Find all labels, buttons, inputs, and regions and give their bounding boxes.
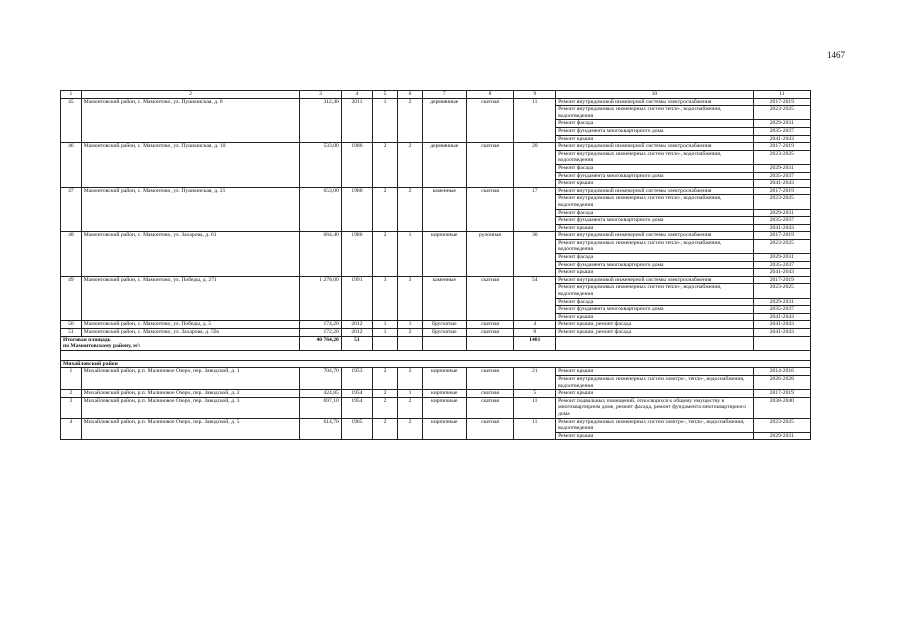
- floors: 2: [373, 418, 398, 440]
- work-period: 2041-2043: [753, 313, 810, 321]
- work-period: 2017-2019: [753, 98, 810, 106]
- page-number: 1467: [827, 50, 845, 60]
- row-number: 47: [61, 187, 82, 232]
- entrances: 2: [397, 143, 422, 188]
- work-type: Ремонт фасада: [556, 298, 754, 306]
- work-type: Ремонт фасада: [556, 254, 754, 262]
- address: Михайловский район, р.п. Малиновое Озеро, пер. Заводской, д. 1: [81, 368, 299, 390]
- total-residents: 1401: [514, 336, 556, 350]
- work-type: Ремонт фасада: [556, 120, 754, 128]
- column-number: 7: [422, 91, 466, 99]
- work-type: Ремонт внутридомовых инженерных систем электро-, тепло-, водоснабжения, водоотведения: [556, 375, 754, 389]
- work-period: 2026-2028: [753, 375, 810, 389]
- work-type: Ремонт внутридомовых инженерных систем электро-, тепло-, водоснабжения, водоотведения: [556, 418, 754, 432]
- total-label: Итоговая площадь по Мамонтовскому району, м²:: [61, 336, 300, 350]
- column-number: 8: [466, 91, 514, 99]
- wall-material: каменные: [422, 187, 466, 232]
- table-row: [61, 232, 811, 240]
- residents: 11: [514, 98, 556, 143]
- floors: 2: [373, 143, 398, 188]
- roof-type: скатная: [466, 418, 514, 440]
- empty-cell: [466, 336, 514, 350]
- work-type: Ремонт крыши, ремонт фасада: [556, 329, 754, 337]
- section-row: [61, 360, 811, 368]
- residents: 17: [514, 187, 556, 232]
- total-area: 40 764,20: [300, 336, 342, 350]
- year-built: 1986: [341, 232, 372, 277]
- total-row: [61, 336, 811, 350]
- work-period: 2029-2031: [753, 209, 810, 217]
- work-period: 2023-2025: [753, 284, 810, 298]
- address: Мамонтовский район, с. Мамонтово, ул. Победы, д. 5: [81, 321, 299, 329]
- table-row: [61, 187, 811, 195]
- address: Мамонтовский район, с. Мамонтово, ул. Пушкинская, д. 21: [81, 187, 299, 232]
- work-type: Ремонт внутридомовых инженерных систем тепло-, водоснабжения, водоотведения: [556, 239, 754, 253]
- floors: 1: [373, 98, 398, 143]
- address: Михайловский район, р.п. Малиновое Озеро, пер. Заводской, д. 3: [81, 397, 299, 418]
- work-period: 2029-2031: [753, 164, 810, 172]
- work-period: 2035-2037: [753, 306, 810, 314]
- area: 424,85: [300, 390, 342, 398]
- year-built: 1954: [341, 390, 372, 398]
- empty-cell: [556, 336, 754, 350]
- residents: 54: [514, 276, 556, 321]
- roof-type: скатная: [466, 368, 514, 390]
- address: Мамонтовский район, с. Мамонтово, ул. Захарова, д. 59а: [81, 329, 299, 337]
- floors: 1: [373, 321, 398, 329]
- column-number: 5: [373, 91, 398, 99]
- area: 653,00: [300, 187, 342, 232]
- work-period: 2029-2031: [753, 254, 810, 262]
- wall-material: кирпичные: [422, 418, 466, 440]
- work-period: 2035-2037: [753, 127, 810, 135]
- year-built: 2012: [341, 321, 372, 329]
- area: 174,20: [300, 321, 342, 329]
- area: 704,70: [300, 368, 342, 390]
- empty-cell: [61, 350, 811, 360]
- roof-type: скатная: [466, 187, 514, 232]
- work-type: Ремонт фундамента многоквартирного дома: [556, 217, 754, 225]
- roof-type: скатная: [466, 98, 514, 143]
- work-type: Ремонт фасада: [556, 209, 754, 217]
- work-type: Ремонт внутридомовых инженерных систем тепло-, водоснабжения, водоотведения: [556, 106, 754, 120]
- entrances: 1: [397, 390, 422, 398]
- table-row: [61, 368, 811, 376]
- work-period: 2017-2019: [753, 232, 810, 240]
- column-number: 2: [81, 91, 299, 99]
- wall-material: брусчатые: [422, 321, 466, 329]
- work-period: 2041-2043: [753, 329, 810, 337]
- roof-type: рулонная: [466, 232, 514, 277]
- year-built: 2011: [341, 98, 372, 143]
- work-type: Ремонт крыши: [556, 432, 754, 440]
- roof-type: скатная: [466, 390, 514, 398]
- work-period: 2023-2025: [753, 106, 810, 120]
- floors: 1: [373, 329, 398, 337]
- entrances: 2: [397, 397, 422, 418]
- work-type: Ремонт крыши: [556, 180, 754, 188]
- empty-cell: [422, 336, 466, 350]
- residents: 11: [514, 397, 556, 418]
- area: 1 278,00: [300, 276, 342, 321]
- work-type: Ремонт внутридомовой инженерной системы электроснабжения: [556, 276, 754, 284]
- work-period: 2029-2031: [753, 120, 810, 128]
- wall-material: брусчатые: [422, 329, 466, 337]
- year-built: 1954: [341, 397, 372, 418]
- column-number: 9: [514, 91, 556, 99]
- work-type: Ремонт внутридомовых инженерных систем тепло-, водоснабжения, водоотведения: [556, 284, 754, 298]
- row-number: 2: [61, 390, 82, 398]
- work-type: Ремонт фундамента многоквартирного дома: [556, 306, 754, 314]
- address: Мамонтовский район, с. Мамонтово, ул. Захарова, д. 61: [81, 232, 299, 277]
- wall-material: кирпичные: [422, 390, 466, 398]
- column-number: 6: [397, 91, 422, 99]
- column-number: 4: [341, 91, 372, 99]
- empty-cell: [373, 336, 398, 350]
- entrances: 2: [397, 368, 422, 390]
- work-period: 2041-2043: [753, 135, 810, 143]
- row-number: 49: [61, 276, 82, 321]
- row-number: 46: [61, 143, 82, 188]
- year-built: 1980: [341, 187, 372, 232]
- wall-material: кирпичные: [422, 232, 466, 277]
- wall-material: кирпичные: [422, 368, 466, 390]
- work-period: 2029-2031: [753, 298, 810, 306]
- row-number: 51: [61, 329, 82, 337]
- area: 172,20: [300, 329, 342, 337]
- entrances: 1: [397, 232, 422, 277]
- address: Мамонтовский район, с. Мамонтово, ул. Победы, д. 271: [81, 276, 299, 321]
- work-period: 2035-2037: [753, 172, 810, 180]
- work-period: 2035-2037: [753, 217, 810, 225]
- year-built: 1991: [341, 276, 372, 321]
- residents: 11: [514, 418, 556, 440]
- table-row: [61, 397, 811, 418]
- table-row: [61, 418, 811, 432]
- wall-material: кирпичные: [422, 397, 466, 418]
- work-type: Ремонт крыши: [556, 368, 754, 376]
- work-period: 2041-2043: [753, 224, 810, 232]
- floors: 2: [373, 232, 398, 277]
- work-period: 2023-2025: [753, 195, 810, 209]
- residents: 5: [514, 390, 556, 398]
- table-row: [61, 321, 811, 329]
- work-type: Ремонт крыши: [556, 390, 754, 398]
- floors: 2: [373, 368, 398, 390]
- work-period: 2017-2019: [753, 143, 810, 151]
- work-period: 2017-2019: [753, 187, 810, 195]
- area: 312,40: [300, 98, 342, 143]
- roof-type: скатная: [466, 143, 514, 188]
- row-number: 3: [61, 397, 82, 418]
- work-type: Ремонт крыши: [556, 135, 754, 143]
- entrances: 2: [397, 98, 422, 143]
- work-period: 2023-2025: [753, 418, 810, 432]
- wall-material: деревянные: [422, 143, 466, 188]
- total-houses: 51: [341, 336, 372, 350]
- work-type: Ремонт внутридомовой инженерной системы электроснабжения: [556, 232, 754, 240]
- work-type: Ремонт фундамента многоквартирного дома: [556, 172, 754, 180]
- work-type: Ремонт фасада: [556, 164, 754, 172]
- work-period: 2041-2043: [753, 269, 810, 277]
- empty-cell: [753, 336, 810, 350]
- work-type: Ремонт внутридомовой инженерной системы электроснабжения: [556, 187, 754, 195]
- column-number-row: [61, 91, 811, 99]
- column-number: 1: [61, 91, 82, 99]
- roof-type: скатная: [466, 329, 514, 337]
- work-period: 2041-2043: [753, 321, 810, 329]
- address: Мамонтовский район, с. Мамонтово, ул. Пушкинская, д. 8: [81, 98, 299, 143]
- work-type: Ремонт внутридомовой инженерной системы электроснабжения: [556, 98, 754, 106]
- row-number: 4: [61, 418, 82, 440]
- row-number: 48: [61, 232, 82, 277]
- table-row: [61, 276, 811, 284]
- year-built: 1953: [341, 368, 372, 390]
- table-row: [61, 98, 811, 106]
- work-type: Ремонт внутридомовой инженерной системы электроснабжения: [556, 143, 754, 151]
- residents: 8: [514, 329, 556, 337]
- work-type: Ремонт крыши: [556, 269, 754, 277]
- row-number: 45: [61, 98, 82, 143]
- entrances: 2: [397, 329, 422, 337]
- floors: 2: [373, 187, 398, 232]
- entrances: 3: [397, 276, 422, 321]
- work-period: 2041-2043: [753, 180, 810, 188]
- work-period: 2023-2025: [753, 239, 810, 253]
- year-built: 1965: [341, 418, 372, 440]
- work-type: Ремонт крыши: [556, 313, 754, 321]
- entrances: 2: [397, 187, 422, 232]
- work-period: 2017-2019: [753, 276, 810, 284]
- area: 697,10: [300, 397, 342, 418]
- wall-material: каменные: [422, 276, 466, 321]
- address: Михайловский район, р.п. Малиновое Озеро, пер. Заводской, д. 5: [81, 418, 299, 440]
- column-number: 11: [753, 91, 810, 99]
- floors: 3: [373, 276, 398, 321]
- work-type: Ремонт внутридомовых инженерных систем тепло-, водоснабжения, водоотведения: [556, 195, 754, 209]
- work-type: Ремонт крыши: [556, 224, 754, 232]
- floors: 2: [373, 390, 398, 398]
- work-period: 2029-2031: [753, 432, 810, 440]
- area: 664,40: [300, 232, 342, 277]
- residents: 21: [514, 368, 556, 390]
- area: 533,00: [300, 143, 342, 188]
- work-period: 2017-2019: [753, 390, 810, 398]
- roof-type: скатная: [466, 321, 514, 329]
- work-period: 2038-2040: [753, 397, 810, 418]
- year-built: 1986: [341, 143, 372, 188]
- table-row: [61, 143, 811, 151]
- roof-type: скатная: [466, 276, 514, 321]
- work-type: Ремонт внутридомовых инженерных систем тепло-, водоснабжения, водоотведения: [556, 150, 754, 164]
- entrances: 1: [397, 321, 422, 329]
- residents: 20: [514, 143, 556, 188]
- table-row: [61, 390, 811, 398]
- empty-cell: [397, 336, 422, 350]
- column-number: 3: [300, 91, 342, 99]
- table-row: [61, 329, 811, 337]
- section-title: Михайловский район: [61, 360, 811, 368]
- work-period: 2014-2016: [753, 368, 810, 376]
- row-number: 1: [61, 368, 82, 390]
- work-type: Ремонт подвальных помещений, относящихся к общему имуществу в многоквартирном доме, ремонт фасада, ремонт фундамента многоквартирного дома: [556, 397, 754, 418]
- row-number: 50: [61, 321, 82, 329]
- spacer-row: [61, 350, 811, 360]
- work-period: 2023-2025: [753, 150, 810, 164]
- floors: 2: [373, 397, 398, 418]
- roof-type: скатная: [466, 397, 514, 418]
- address: Михайловский район, р.п. Малиновое Озеро, пер. Заводской, д. 2: [81, 390, 299, 398]
- work-type: Ремонт крыши, ремонт фасада: [556, 321, 754, 329]
- address: Мамонтовский район, с. Мамонтово, ул. Пушкинская, д. 10: [81, 143, 299, 188]
- residents: 4: [514, 321, 556, 329]
- residents: 30: [514, 232, 556, 277]
- year-built: 2012: [341, 329, 372, 337]
- column-number: 10: [556, 91, 754, 99]
- work-period: 2035-2037: [753, 261, 810, 269]
- work-type: Ремонт фундамента многоквартирного дома: [556, 261, 754, 269]
- buildings-table: [60, 90, 811, 440]
- entrances: 2: [397, 418, 422, 440]
- work-type: Ремонт фундамента многоквартирного дома: [556, 127, 754, 135]
- area: 614,70: [300, 418, 342, 440]
- wall-material: деревянные: [422, 98, 466, 143]
